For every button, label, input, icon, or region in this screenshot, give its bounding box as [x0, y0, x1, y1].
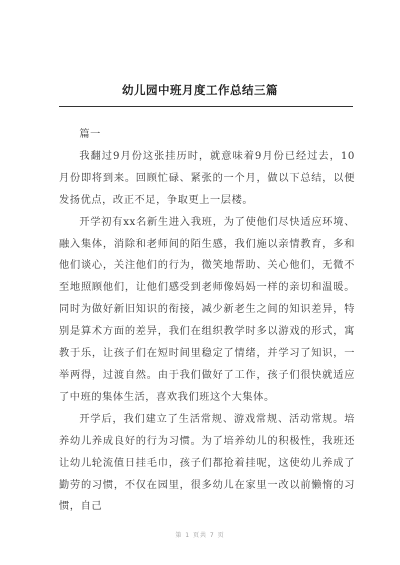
- paragraph: 开学后，我们建立了生活常规、游戏常规、活动常规。培养幼儿养成良好的行为习惯。为了培养幼儿的积极性，我班还让幼儿轮流值日挂毛巾，孩子们都抢着挂呢，这使幼儿养成了勤劳的习惯，不仅在园里，很多幼儿在家里一改以前懒惰的习惯，自己: [59, 413, 355, 513]
- section-heading: 篇一: [79, 129, 101, 140]
- document-body: [59, 124, 355, 518]
- document-title: 幼儿园中班月度工作总结三篇: [122, 83, 278, 97]
- title-divider: [59, 106, 353, 107]
- paragraph: 开学初有xx名新生进入我班，为了使他们尽快适应环境、融入集体，消除和老师间的陌生感，我们施以亲情教育，多和他们谈心，关注他们的行为，微笑地帮助、关心他们，无微不至地照顾他们，让他们感受到老师像妈妈一样的亲切和温暖。同时为做好新旧知识的衔接，减少新老生之间的知识差异，特别是算术方面的差异，我们在组织教学时多以游戏的形式，寓教于乐，让孩子们在短时间里稳定了情绪，并学习了知识，一举两得，过渡自然。由于我们做好了工作，孩子们很快就适应了中班的集体生活，喜欢我们班这个大集体。: [59, 216, 355, 403]
- paragraph: 我翻过9月份这张挂历时，就意味着9月份已经过去，10月份即将到来。回顾忙碌、紧张的一个月，做以下总结，以便发扬优点，改正不足，争取更上一层楼。: [59, 150, 355, 206]
- page-footer: 第 1 页共 7 页: [175, 532, 225, 539]
